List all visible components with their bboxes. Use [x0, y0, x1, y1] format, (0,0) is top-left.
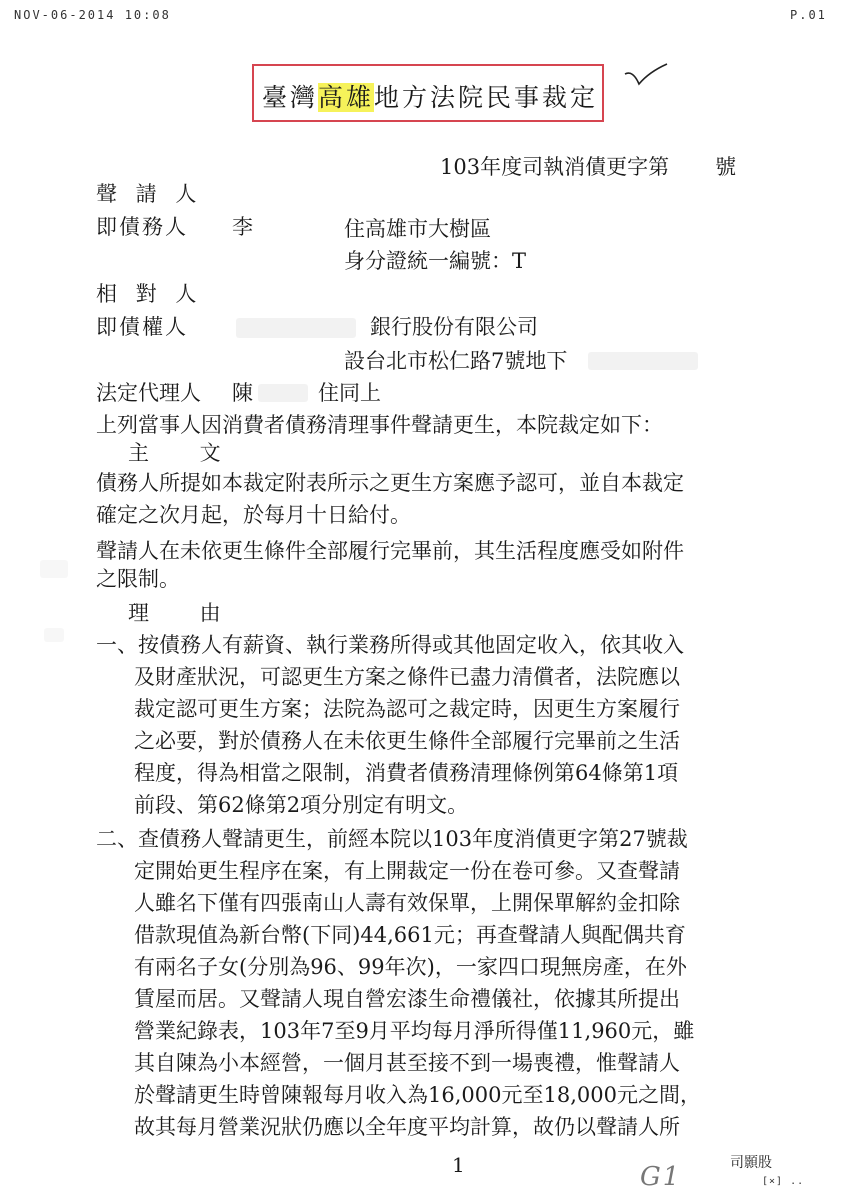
handwritten-check-icon — [623, 62, 673, 92]
debtor-address: 住高雄市大樹區 — [344, 217, 491, 241]
rep-address: 住同上 — [318, 381, 381, 405]
applicant-label: 聲 請 人 — [96, 182, 203, 206]
debtor-label: 即債務人 — [96, 215, 188, 239]
case-number: 103年度司執消債更字第 號 — [440, 155, 737, 179]
highlight-mark: 高雄 — [318, 83, 375, 112]
reason-line: 其自陳為小本經營，一個月甚至接不到一場喪禮，惟聲請人 — [134, 1051, 680, 1075]
margin-speckle — [40, 560, 68, 578]
reason-line: 前段、第62條第2項分別定有明文。 — [134, 793, 469, 817]
main-line: 聲請人在未依更生條件全部履行完畢前，其生活程度應受如附件 — [96, 539, 684, 563]
fax-page: P.01 — [790, 8, 827, 22]
reason-line: 及財產狀況，可認更生方案之條件已盡力清償者，法院應以 — [134, 665, 680, 689]
margin-speckle — [44, 628, 64, 642]
reason-line: 定開始更生程序在案，有上開裁定一份在卷可參。又查聲請 — [134, 859, 680, 883]
debtor-id: 身分證統一編號：T — [344, 249, 527, 273]
main-line: 之限制。 — [96, 567, 180, 591]
rep-label: 法定代理人 — [96, 381, 201, 405]
main-heading: 主 文 — [128, 441, 243, 465]
reason-line: 營業紀錄表，103年7至9月平均每月淨所得僅11,960元，雖 — [134, 1019, 695, 1043]
reason-line: 故其每月營業況狀仍應以全年度平均計算，故仍以聲請人所 — [134, 1115, 680, 1139]
reason-line: 一、按債務人有薪資、執行業務所得或其他固定收入，依其收入 — [96, 633, 684, 657]
main-line: 確定之次月起，於每月十日給付。 — [96, 503, 411, 527]
rep-name: 陳 — [232, 381, 253, 405]
footer-mark: [×] .. — [762, 1176, 805, 1187]
fax-datetime: NOV-06-2014 10:08 — [14, 8, 171, 22]
redaction — [588, 352, 698, 370]
reason-line: 之必要，對於債務人在未依更生條件全部履行完畢前之生活 — [134, 729, 680, 753]
debtor-name: 李 — [232, 215, 253, 239]
redaction — [258, 384, 308, 402]
reason-line: 二、查債務人聲請更生，前經本院以103年度消債更字第27號裁 — [96, 827, 688, 851]
page-title: 臺灣高雄地方法院民事裁定 — [262, 83, 599, 112]
creditor-name: 銀行股份有限公司 — [370, 315, 538, 339]
unit-label: 司顥股 — [730, 1155, 772, 1171]
creditor-label: 即債權人 — [96, 315, 188, 339]
main-line: 債務人所提如本裁定附表所示之更生方案應予認可，並自本裁定 — [96, 471, 684, 495]
intro-line: 上列當事人因消費者債務清理事件聲請更生，本院裁定如下： — [96, 413, 663, 437]
creditor-address: 設台北市松仁路7號地下 — [344, 349, 568, 373]
reason-line: 賃屋而居。又聲請人現自營宏漆生命禮儀社，依據其所提出 — [134, 987, 680, 1011]
respondent-label: 相 對 人 — [96, 282, 203, 306]
reason-line: 程度，得為相當之限制，消費者債務清理條例第64條第1項 — [134, 761, 679, 785]
reason-line: 有兩名子女(分別為96、99年次)，一家四口現無房產，在外 — [134, 955, 687, 979]
reason-line: 於聲請更生時曾陳報每月收入為16,000元至18,000元之間， — [134, 1083, 701, 1107]
reason-line: 裁定認可更生方案；法院為認可之裁定時，因更生方案履行 — [134, 697, 680, 721]
redaction — [236, 318, 356, 338]
reason-heading: 理 由 — [128, 601, 243, 625]
reason-line: 人雖名下僅有四張南山人壽有效保單，上開保單解約金扣除 — [134, 891, 680, 915]
reason-line: 借款現值為新台幣(下同)44,661元；再查聲請人與配偶共育 — [134, 923, 686, 947]
handwritten-note: G1 — [640, 1162, 682, 1192]
page-number: 1 — [452, 1153, 465, 1177]
